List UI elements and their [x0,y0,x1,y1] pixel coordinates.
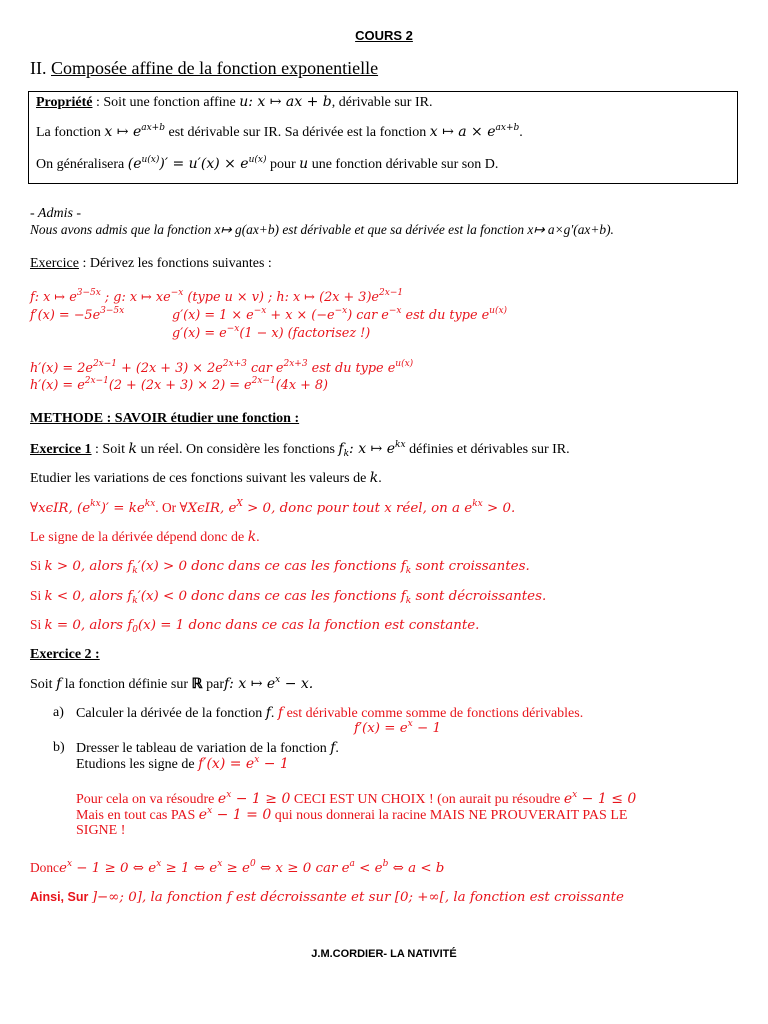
exercice-1-answer-2: Le signe de la dérivée dépend donc de k. [30,529,260,545]
propriete-line-2 [36,124,523,141]
propriete-math: x ↦ e [104,124,142,140]
exercice-2-a-derivative: $f'(x) = e^x - 1$ [354,719,441,736]
admis-label: - Admis - [30,206,82,221]
propriete-text: est dérivable sur IR. Sa dérivée est la fonction [164,125,430,140]
propriete-text: pour [266,157,300,172]
propriete-math-sup: ax+b [141,123,165,133]
exercice-2-heading: Exercice 2 : [30,647,100,662]
exercice-1-intro: Exercice 1 : Soit k un réel. On considère les fonctions $f_k$: x ↦ $e^{kx}$ définies et dérivables sur IR. [30,440,570,459]
exercice-2-b-text: Dresser le tableau de variation de la fonction f. [76,740,339,756]
propriete-text: , dérivable sur IR. [331,95,433,110]
exercice-1-answer-4: Si k < 0, alors $f_k'(x) < 0$ donc dans ce cas les fonctions $f_k$ sont décroissantes. [30,588,547,606]
exercice-1-answer-3: Si k > 0, alors $f_k'(x) > 0$ donc dans ce cas les fonctions $f_k$ sont croissantes. [30,558,530,576]
propriete-text: On généralisera [36,157,128,172]
propriete-math-sup: u(x) [141,155,160,165]
exercice-0-gprime-1: $g'(x) = 1 \times e^{-x} + x \times (-e^{-x})$ car $e^{-x}$ est du type $e^{u(x)}$ [172,306,508,323]
exercice-label: Exercice 1 [30,442,92,457]
exercice-2-remark-1: Pour cela on va résoudre $e^x - 1 \ge 0$ CECI EST UN CHOIX ! (on aurait pu résoudre $e^x - 1 \le 0$ [76,790,637,807]
exercice-0-hprime-2: $h'(x) = e^{2x-1}(2 + (2x + 3) \times 2) = e^{2x-1}(4x + 8)$ [30,376,329,393]
propriete-text: La fonction [36,125,105,140]
methode-title: METHODE : SAVOIR étudier une fonction : [30,411,300,426]
propriete-line-1 [36,94,432,111]
exercice-0-fprime: $f'(x) = -5e^{3-5x}$ [30,306,125,323]
exercice-0-heading [30,256,272,272]
propriete-text: : Soit une fonction affine [92,95,240,110]
propriete-math-sup: ax+b [495,123,520,133]
exercice-2-donc: Donce$^x$ − 1 ≥ 0 ⇔ $e^x \ge 1$ ⇔ $e^x \ge e^0$ ⇔ x ≥ 0 car $e^a < e^b$ ⇔ a < b [30,859,445,876]
exercice-0-hprime-1: $h'(x) = 2e^{2x-1} + (2x + 3) \times 2e^{2x+3}$ car $e^{2x+3}$ est du type $e^{u(x)}$ [30,359,414,376]
exercice-2-remark-2: Mais en tout cas PAS $e^x - 1 = 0$ qui nous donnerai la racine MAIS NE PROUVERAIT PAS LE [76,806,628,823]
exercice-2-intro: Soit f la fonction définie sur ℝ parf: x ↦ $e^x - x$. [30,675,314,692]
exercice-2-b-marker: b) [53,740,65,755]
propriete-math-sup: u(x) [248,155,267,165]
exercice-1-answer-1: ∀xϵIR, $(e^{kx})' = ke^{kx}$. Or ∀XϵIR, $e^X > 0$, donc pour tout x réel, on a $e^{kx} > 0$. [30,499,516,516]
footer-author: J.M.CORDIER- LA NATIVITÉ [311,948,457,960]
exercice-0-gprime-2: $g'(x) = e^{-x}(1 - x)$ (factorisez !) [172,324,371,341]
exercice-0-functions: f: x ↦ $e^{3-5x}$ ; g: x ↦ $xe^{-x}$ (type u × v) ; h: x ↦ $(2x + 3)e^{2x-1}$ [30,288,404,305]
propriete-math: x ↦ a × e [429,124,496,140]
section-title: Composée affine de la fonction exponentielle [51,58,379,78]
propriete-math: u [299,156,309,172]
page-title: COURS 2 [355,28,413,43]
exercice-1-etudier: Etudier les variations de ces fonctions suivant les valeurs de k. [30,470,382,486]
propriete-math: (e [127,156,142,172]
propriete-text: une fonction dérivable sur son D. [308,157,499,172]
propriete-line-3 [36,156,498,173]
propriete-math: )′ = u′(x) × e [159,156,249,172]
exercice-2-ainsi: Ainsi, Sur ]−∞; 0], la fonction f est décroissante et sur [0; +∞[, la fonction est croissante [30,890,624,905]
exercice-2-b-etudions: Etudions les signe de $f'(x) = e^x - 1$ [76,755,289,772]
exercice-label: Exercice [30,256,79,271]
propriete-text: . [519,125,523,140]
section-heading [30,58,378,79]
section-number: II. [30,58,51,78]
exercice-2-a-marker: a) [53,705,64,720]
admis-text: Nous avons admis que la fonction x↦ g(ax+b) est dérivable et que sa dérivée est la fonction x↦ a×g′(ax+b). [30,222,614,237]
exercice-2-a-text: Calculer la dérivée de la fonction f. f est dérivable comme somme de fonctions dérivables. [76,705,584,721]
propriete-label: Propriété [36,95,93,110]
exercice-2-remark-3: SIGNE ! [76,823,126,838]
exercice-1-answer-5: Si k = 0, alors $f_0(x) = 1$ donc dans ce cas la fonction est constante. [30,617,480,635]
exercice-text: : Dérivez les fonctions suivantes : [78,256,272,271]
propriete-math: u: x ↦ ax + b [239,94,332,110]
